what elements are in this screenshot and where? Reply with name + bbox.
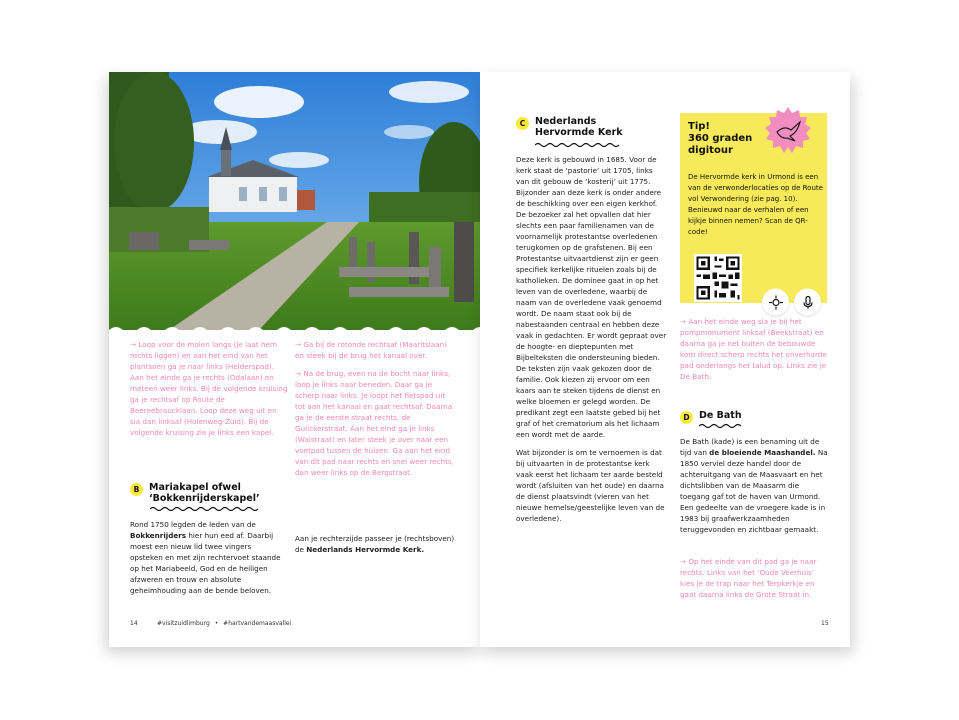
directions-col1: → Loop voor de molen langs (je laat hem rechts liggen) en aan het eind van het plantsoen ga je naar links (Helderspad). Aan het einde ga je rechts (Odalaan) en meteen weer links. Bij de volgende kruising ga je rechtsaf op Route de Beereebraucklaan. Loop deze weg uit en sla dan linksaf (Holenweg-Zuid). Bij de volgende kruising zie je links een kapel. (130, 340, 288, 437)
dove-badge-icon (764, 106, 812, 154)
qr-code[interactable] (694, 254, 742, 302)
360-view-icon[interactable] (762, 289, 789, 316)
page-number-right: 15 (821, 620, 829, 627)
section-d-badge: D (680, 411, 693, 424)
section-d-body: De Bath (kade) is een benaming uit de tijd van de bloeiende Maashandel. Na 1850 verviel deze handel door de achteruitgang van de Maasvaart en het dichtslibben van de Maasarm die toegang gaf tot de haven van Urmond. Een gedeelte van de vroegere kade is in 1983 bij graafwerkzaamheden teruggevonden en zichtbaar gemaakt. (680, 437, 828, 534)
section-c-heading: C Nederlands Hervormde Kerk (516, 116, 623, 138)
pass-church-text: Aan je rechterzijde passeer je (rechtsboven) de Nederlands Hervormde Kerk. (295, 534, 455, 554)
directions-col2: → Ga bij de rotonde rechtsaf (Maaritslaan) en steek bij de brug het kanaal over. → Na de brug, even na de bocht naar links, loop je links naar beneden. Daar ga je scherp naar links. Je loopt het fietspad uit tot aan het kanaal en gaat rechtsaf. Daarna ga je de eerste straat rechts, de Gulickerstraat. Aan het eind ga je links (Walstraat) en later steek je over naar een voetpad tussen de huizen. Ga aan het eind van dit pad naar rechts en snel weer rechts, dan weer links op de Bergstraat. (295, 340, 454, 477)
tip-body: De Hervormde kerk in Urmond is een van de verwonderlocaties op de Route vol Verwondering (zie pag. 10). Benieuwd naar de verhalen of een kijkje binnen nemen? Scan de QR-code! (688, 173, 823, 236)
heading-underline (535, 142, 621, 147)
right-page (480, 72, 850, 647)
footer-hashtags: #visitzuidlimburg • #hartvandemaasvallei (157, 620, 292, 627)
page-number-left: 14 (130, 620, 138, 627)
wavy-edge (109, 324, 480, 336)
section-b-heading: B Mariakapel ofwel ‘Bokkenrijderskapel’ (130, 482, 260, 504)
tip-title: Tip! 360 graden digitour (688, 121, 753, 156)
section-b-body: Rond 1750 legden de leden van de Bokkenrijders hier hun eed af. Daarbij moest een nieuw lid twee vingers opsteken en met zijn rechtervoet staande op het Mariabeeld, God en de heiligen afzweren en trouw en absolute geheimhouding aan de bende beloven. (130, 520, 281, 595)
section-c-badge: C (516, 117, 529, 130)
section-d-heading: D De Bath (680, 410, 742, 424)
left-page (109, 72, 480, 647)
heading-underline (699, 423, 743, 428)
tip-box (680, 113, 827, 303)
directions-after-tip: → Aan het einde weg sla je bij het pompmonument linksaf (Beekstraat) en daarna ga je net buiten de bebouwde kom direct scherp rechts het onverharde pad onderlangs het talud op. Links zie je De Bath. (680, 317, 827, 381)
audio-icon[interactable] (794, 289, 821, 316)
cemetery-church-photo (109, 72, 480, 330)
directions-end: → Op het einde van dit pad ga je naar rechts. Links van het ‘Oude Veerhuis’ kies je de trap naar het Terpkerkje en gaat daarna links de Grote Straat in. (680, 557, 817, 599)
section-c-body: Deze kerk is gebouwd in 1685. Voor de kerk staat de ‘pastorie’ uit 1705, links van dit gebouw de ‘kosterij’ uit 1775. Bijzonder aan deze kerk is onder andere de beschikking over een eigen kerkhof. De bezoeker zal het opvallen dat hier slechts een paar familienamen van de voornamelijk protestantse overledenen terugkomen op de grafstenen. Bij een Protestantse uitvaartdienst zijn er geen specifiek kerkelijke rituelen zoals bij de katholieken. De dominee gaat in op het leven van de overledene, waarbij de naam van de overledene vaak genoemd wordt. De naam staat ook bij de nabestaanden centraal en hebben deze vaak in gedachten. Er wordt gepraat over de hoogte- en dieptepunten met Bijbelteksten die ondersteuning bieden. De teksten zijn vaak gekozen door de familie. Ook kiezen zij ervoor om een kaars aan te steken tijdens de dienst en welke bloemen er gelegd worden. De predikant zegt een laatste gebed bij het graf of het crematorium als het lichaam een wordt met de aarde. Wat bijzonder is om te vernoemen is dat bij uitvaarten in de protestantse kerk vaak eerst het lichaam ter aarde besteld wordt (afsluiten van het oude) en daarna de dienst plaatsvindt (vieren van het nieuwe hemelse/geestelijke leven van de overledene). (516, 155, 667, 523)
heading-underline (150, 506, 262, 511)
section-b-badge: B (130, 483, 143, 496)
